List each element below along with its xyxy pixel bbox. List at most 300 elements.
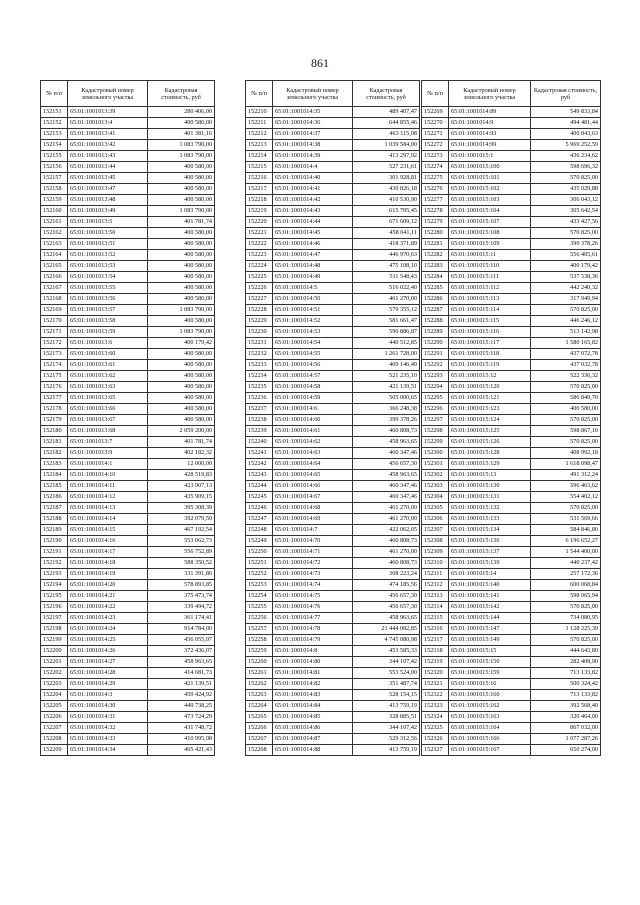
cadastral-cost: 257 172,36 <box>531 569 601 580</box>
row-number: 152307 <box>422 525 449 536</box>
cadastral-cost: 306 043,12 <box>531 195 601 206</box>
cadastral-cost: 461 270,00 <box>353 294 420 305</box>
row-number: 152198 <box>41 624 68 635</box>
row-number: 152243 <box>246 470 273 481</box>
table-row <box>41 745 215 756</box>
cadastral-cost: 6 196 652,27 <box>531 536 601 547</box>
row-number: 152244 <box>246 481 273 492</box>
row-number: 152203 <box>41 679 68 690</box>
table-row <box>422 217 601 228</box>
cadastral-cost: 400 580,00 <box>148 173 215 184</box>
table-row <box>246 415 420 426</box>
row-number: 152155 <box>41 151 68 162</box>
row-number: 152223 <box>246 250 273 261</box>
cadastral-number: 65:01:1001015:141 <box>449 591 531 602</box>
table-row <box>41 459 215 470</box>
cadastral-cost: 459 424,92 <box>148 690 215 701</box>
cadastral-number: 65:01:1001015:133 <box>449 514 531 525</box>
cadastral-cost: 586 849,70 <box>531 393 601 404</box>
row-number: 152311 <box>422 569 449 580</box>
cadastral-number: 65:01:1001013:53 <box>68 261 148 272</box>
cadastral-number: 65:01:1001015:159 <box>449 668 531 679</box>
cadastral-cost: 446 246,12 <box>531 316 601 327</box>
row-number: 152309 <box>422 547 449 558</box>
cadastral-cost: 392 568,40 <box>531 701 601 712</box>
table-row <box>41 338 215 349</box>
cadastral-cost: 400 843,63 <box>531 129 601 140</box>
table-row <box>246 173 420 184</box>
table-row <box>422 580 601 591</box>
cadastral-number: 65:01:1001014:16 <box>68 536 148 547</box>
cadastral-cost: 413 759,19 <box>353 745 420 756</box>
cadastral-cost: 584 846,80 <box>531 525 601 536</box>
cadastral-cost: 456 657,30 <box>353 602 420 613</box>
table-row <box>422 745 601 756</box>
cadastral-cost: 361 174,41 <box>148 613 215 624</box>
table-row <box>246 525 420 536</box>
row-number: 152238 <box>246 415 273 426</box>
cadastral-cost: 460 347,46 <box>353 481 420 492</box>
cadastral-cost: 1 580 165,82 <box>531 338 601 349</box>
cadastral-number: 65:01:1001014:40 <box>273 173 353 184</box>
cadastral-number: 65:01:1001015:123 <box>449 404 531 415</box>
table-row <box>422 360 601 371</box>
row-number: 152229 <box>246 316 273 327</box>
cadastral-cost: 867 032,00 <box>531 723 601 734</box>
cadastral-number: 65:01:1001015:163 <box>449 712 531 723</box>
row-number: 152268 <box>246 745 273 756</box>
cadastral-number: 65:01:1001014:73 <box>273 569 353 580</box>
table-row <box>41 591 215 602</box>
table-row <box>246 261 420 272</box>
row-number: 152254 <box>246 591 273 602</box>
row-number: 152248 <box>246 525 273 536</box>
cadastral-number: 65:01:1001015:129 <box>449 459 531 470</box>
cadastral-number: 65:01:1001015:109 <box>449 239 531 250</box>
cadastral-number: 65:01:1001014:28 <box>68 668 148 679</box>
row-number: 152230 <box>246 327 273 338</box>
cadastral-number: 65:01:1001014:34 <box>68 745 148 756</box>
cadastral-number: 65:01:1001015:15 <box>449 646 531 657</box>
row-number: 152205 <box>41 701 68 712</box>
cadastral-number: 65:01:1001014:37 <box>273 129 353 140</box>
cadastral-number: 65:01:1001014:44 <box>273 217 353 228</box>
row-number: 152269 <box>422 107 449 118</box>
cadastral-cost: 400 580,00 <box>148 118 215 129</box>
cadastral-cost: 400 580,00 <box>148 228 215 239</box>
header-cadastral-number: Кадастровый номер земельного участка <box>273 81 353 107</box>
row-number: 152202 <box>41 668 68 679</box>
cadastral-number: 65:01:1001015:103 <box>449 195 531 206</box>
cadastral-cost: 399 378,26 <box>531 239 601 250</box>
cadastral-cost: 402 182,32 <box>148 448 215 459</box>
cadastral-cost: 413 297,92 <box>353 151 420 162</box>
row-number: 152294 <box>422 382 449 393</box>
row-number: 152299 <box>422 437 449 448</box>
cadastral-number: 65:01:1001014:65 <box>273 470 353 481</box>
cadastral-number: 65:01:1001014:67 <box>273 492 353 503</box>
cadastral-number: 65:01:1001014:61 <box>273 426 353 437</box>
cadastral-cost: 522 336,32 <box>531 371 601 382</box>
row-number: 152184 <box>41 470 68 481</box>
table-row <box>422 195 601 206</box>
row-number: 152286 <box>422 294 449 305</box>
cadastral-number: 65:01:1001013:54 <box>68 272 148 283</box>
cadastral-cost: 431 748,72 <box>148 723 215 734</box>
cadastral-number: 65:01:1001014:22 <box>68 602 148 613</box>
row-number: 152178 <box>41 404 68 415</box>
table-row <box>246 723 420 734</box>
cadastral-number: 65:01:1001014:29 <box>68 679 148 690</box>
table-row <box>41 217 215 228</box>
row-number: 152252 <box>246 569 273 580</box>
table-row <box>422 118 601 129</box>
cadastral-number: 65:01:1001014:7 <box>273 525 353 536</box>
cadastral-cost: 461 270,00 <box>353 514 420 525</box>
row-number: 152272 <box>422 140 449 151</box>
cadastral-number: 65:01:1001014:13 <box>68 503 148 514</box>
table-row <box>41 316 215 327</box>
cadastral-number: 65:01:1001014:12 <box>68 492 148 503</box>
cadastral-cost: 581 661,47 <box>353 316 420 327</box>
table-row <box>422 338 601 349</box>
table-row <box>246 228 420 239</box>
cadastral-cost: 465 421,43 <box>148 745 215 756</box>
cadastral-number: 65:01:1001015:144 <box>449 613 531 624</box>
row-number: 152292 <box>422 360 449 371</box>
cadastral-cost: 400 580,00 <box>148 316 215 327</box>
row-number: 152185 <box>41 481 68 492</box>
cadastral-number: 65:01:1001015:1 <box>449 151 531 162</box>
cadastral-table-2 <box>245 80 420 756</box>
table-row <box>246 558 420 569</box>
cadastral-number: 65:01:1001013:4 <box>68 118 148 129</box>
row-number: 152206 <box>41 712 68 723</box>
row-number: 152271 <box>422 129 449 140</box>
cadastral-cost: 527 231,61 <box>353 162 420 173</box>
cadastral-cost: 344 107,42 <box>353 723 420 734</box>
page-number: 861 <box>311 56 329 70</box>
row-number: 152253 <box>246 580 273 591</box>
cadastral-number: 65:01:1001013:49 <box>68 206 148 217</box>
cadastral-number: 65:01:1001015:142 <box>449 602 531 613</box>
row-number: 152192 <box>41 558 68 569</box>
table-row <box>246 547 420 558</box>
cadastral-number: 65:01:1001015:119 <box>449 360 531 371</box>
table-row <box>246 305 420 316</box>
row-number: 152240 <box>246 437 273 448</box>
table-row <box>41 393 215 404</box>
cadastral-cost: 280 406,00 <box>148 107 215 118</box>
cadastral-number: 65:01:1001015:130 <box>449 481 531 492</box>
row-number: 152196 <box>41 602 68 613</box>
cadastral-cost: 456 055,07 <box>148 635 215 646</box>
table-row <box>246 690 420 701</box>
table-row <box>41 261 215 272</box>
table-row <box>41 734 215 745</box>
table-row <box>41 624 215 635</box>
table-row <box>246 437 420 448</box>
cadastral-cost: 400 580,00 <box>148 404 215 415</box>
cadastral-number: 65:01:1001014:41 <box>273 184 353 195</box>
row-number: 152305 <box>422 503 449 514</box>
row-number: 152326 <box>422 734 449 745</box>
cadastral-cost: 400 580,00 <box>148 184 215 195</box>
table-row <box>41 580 215 591</box>
row-number: 152207 <box>41 723 68 734</box>
cadastral-cost: 553 524,00 <box>353 668 420 679</box>
table-row <box>246 492 420 503</box>
row-number: 152204 <box>41 690 68 701</box>
row-number: 152290 <box>422 338 449 349</box>
row-number: 152201 <box>41 657 68 668</box>
table-row <box>41 283 215 294</box>
cadastral-cost: 400 179,42 <box>148 338 215 349</box>
cadastral-cost: 456 657,30 <box>353 459 420 470</box>
cadastral-cost: 400 179,42 <box>531 261 601 272</box>
row-number: 152287 <box>422 305 449 316</box>
row-number: 152273 <box>422 151 449 162</box>
cadastral-number: 65:01:1001014:69 <box>273 514 353 525</box>
row-number: 152199 <box>41 635 68 646</box>
cadastral-number: 65:01:1001015:132 <box>449 503 531 514</box>
cadastral-number: 65:01:1001015:13 <box>449 470 531 481</box>
table-row <box>246 349 420 360</box>
cadastral-number: 65:01:1001015:117 <box>449 338 531 349</box>
row-number: 152231 <box>246 338 273 349</box>
table-row <box>246 184 420 195</box>
row-number: 152280 <box>422 228 449 239</box>
cadastral-cost: 1 261 728,00 <box>353 349 420 360</box>
cadastral-number: 65:01:1001014:39 <box>273 151 353 162</box>
cadastral-cost: 516 022,40 <box>353 283 420 294</box>
row-number: 152237 <box>246 404 273 415</box>
cadastral-cost: 1 618 098,47 <box>531 459 601 470</box>
row-number: 152265 <box>246 712 273 723</box>
table-row <box>41 613 215 624</box>
cadastral-number: 65:01:1001014:99 <box>449 140 531 151</box>
row-number: 152218 <box>246 195 273 206</box>
cadastral-cost: 410 530,90 <box>353 195 420 206</box>
table-row <box>246 503 420 514</box>
cadastral-number: 65:01:1001014:54 <box>273 338 353 349</box>
table-row <box>422 613 601 624</box>
cadastral-cost: 375 473,74 <box>148 591 215 602</box>
table-row <box>422 140 601 151</box>
cadastral-cost: 392 079,50 <box>148 514 215 525</box>
cadastral-cost: 435 909,15 <box>148 492 215 503</box>
row-number: 152168 <box>41 294 68 305</box>
table-row <box>422 514 601 525</box>
cadastral-number: 65:01:1001014:10 <box>68 470 148 481</box>
cadastral-cost: 570 825,00 <box>531 305 601 316</box>
cadastral-cost: 713 133,82 <box>531 690 601 701</box>
cadastral-cost: 401 781,74 <box>148 437 215 448</box>
cadastral-number: 65:01:1001014:11 <box>68 481 148 492</box>
cadastral-cost: 400 580,00 <box>148 382 215 393</box>
cadastral-number: 65:01:1001015:107 <box>449 217 531 228</box>
table-row <box>422 470 601 481</box>
cadastral-number: 65:01:1001014:26 <box>68 646 148 657</box>
row-number: 152152 <box>41 118 68 129</box>
table-row <box>246 250 420 261</box>
table-row <box>41 140 215 151</box>
table-row <box>41 382 215 393</box>
cadastral-number: 65:01:1001014:83 <box>273 690 353 701</box>
table-row <box>41 349 215 360</box>
cadastral-cost: 554 402,12 <box>531 492 601 503</box>
cadastral-number: 65:01:1001015:124 <box>449 415 531 426</box>
cadastral-number: 65:01:1001014:85 <box>273 712 353 723</box>
cadastral-cost: 529 312,56 <box>353 734 420 745</box>
row-number: 152177 <box>41 393 68 404</box>
row-number: 152258 <box>246 635 273 646</box>
cadastral-number: 65:01:1001014:79 <box>273 635 353 646</box>
row-number: 152182 <box>41 448 68 459</box>
cadastral-number: 65:01:1001015:118 <box>449 349 531 360</box>
cadastral-cost: 400 580,00 <box>148 360 215 371</box>
row-number: 152281 <box>422 239 449 250</box>
cadastral-cost: 400 580,00 <box>148 349 215 360</box>
cadastral-number: 65:01:1001013:68 <box>68 426 148 437</box>
row-number: 152172 <box>41 338 68 349</box>
cadastral-cost: 914 784,00 <box>148 624 215 635</box>
table-row <box>422 646 601 657</box>
row-number: 152194 <box>41 580 68 591</box>
table-row <box>422 734 601 745</box>
row-number: 152208 <box>41 734 68 745</box>
cadastral-cost: 513 142,98 <box>531 327 601 338</box>
cadastral-cost: 590 886,87 <box>353 327 420 338</box>
row-number: 152221 <box>246 228 273 239</box>
cadastral-number: 65:01:1001015:149 <box>449 635 531 646</box>
cadastral-cost: 598 065,94 <box>531 591 601 602</box>
cadastral-cost: 1 083 790,00 <box>148 206 215 217</box>
cadastral-cost: 282 408,90 <box>531 657 601 668</box>
row-number: 152262 <box>246 679 273 690</box>
table-row <box>41 305 215 316</box>
cadastral-cost: 549 833,84 <box>531 107 601 118</box>
table-row <box>41 250 215 261</box>
cadastral-number: 65:01:1001014:72 <box>273 558 353 569</box>
cadastral-cost: 713 133,82 <box>531 668 601 679</box>
cadastral-cost: 4 745 080,98 <box>353 635 420 646</box>
cadastral-number: 65:01:1001015:128 <box>449 448 531 459</box>
table-row <box>422 525 601 536</box>
cadastral-number: 65:01:1001014:36 <box>273 118 353 129</box>
table-row <box>246 646 420 657</box>
cadastral-number: 65:01:1001013:62 <box>68 371 148 382</box>
row-number: 152241 <box>246 448 273 459</box>
row-number: 152291 <box>422 349 449 360</box>
cadastral-number: 65:01:1001015:11 <box>449 250 531 261</box>
table-row <box>246 448 420 459</box>
row-number: 152263 <box>246 690 273 701</box>
row-number: 152310 <box>422 558 449 569</box>
cadastral-number: 65:01:1001014:48 <box>273 261 353 272</box>
cadastral-number: 65:01:1001015:134 <box>449 525 531 536</box>
cadastral-number: 65:01:1001013:48 <box>68 195 148 206</box>
cadastral-number: 65:01:1001015:115 <box>449 316 531 327</box>
cadastral-cost: 400 580,00 <box>148 261 215 272</box>
cadastral-cost: 308 223,24 <box>353 569 420 580</box>
row-number: 152259 <box>246 646 273 657</box>
table-row <box>41 184 215 195</box>
cadastral-cost: 644 855,46 <box>353 118 420 129</box>
table-row <box>422 393 601 404</box>
table-row <box>41 569 215 580</box>
row-number: 152213 <box>246 140 273 151</box>
cadastral-number: 65:01:1001013:5 <box>68 217 148 228</box>
table-row <box>246 668 420 679</box>
table-row <box>422 459 601 470</box>
row-number: 152261 <box>246 668 273 679</box>
cadastral-cost: 421 139,51 <box>353 382 420 393</box>
table-row <box>41 294 215 305</box>
cadastral-cost: 446 970,63 <box>353 250 420 261</box>
cadastral-cost: 400 580,00 <box>531 404 601 415</box>
cadastral-cost: 400 580,00 <box>148 250 215 261</box>
cadastral-cost: 458 041,11 <box>353 228 420 239</box>
table-row <box>246 294 420 305</box>
row-number: 152151 <box>41 107 68 118</box>
cadastral-number: 65:01:1001013:56 <box>68 294 148 305</box>
table-row <box>41 415 215 426</box>
table-row <box>422 690 601 701</box>
row-number: 152279 <box>422 217 449 228</box>
cadastral-number: 65:01:1001014:27 <box>68 657 148 668</box>
table-row <box>422 679 601 690</box>
row-number: 152160 <box>41 206 68 217</box>
table-row <box>41 558 215 569</box>
cadastral-number: 65:01:1001014:55 <box>273 349 353 360</box>
cadastral-number: 65:01:1001014:87 <box>273 734 353 745</box>
cadastral-cost: 1 128 225,39 <box>531 624 601 635</box>
cadastral-cost: 1 039 584,00 <box>353 140 420 151</box>
row-number: 152215 <box>246 162 273 173</box>
cadastral-cost: 556 405,61 <box>531 250 601 261</box>
cadastral-number: 65:01:1001013:58 <box>68 316 148 327</box>
cadastral-cost: 579 355,12 <box>353 305 420 316</box>
cadastral-cost: 400 580,00 <box>148 195 215 206</box>
row-number: 152211 <box>246 118 273 129</box>
cadastral-number: 65:01:1001013:39 <box>68 107 148 118</box>
table-row <box>422 602 601 613</box>
table-row <box>422 536 601 547</box>
table-row <box>41 668 215 679</box>
cadastral-cost: 570 825,00 <box>531 382 601 393</box>
cadastral-number: 65:01:1001014:50 <box>273 294 353 305</box>
cadastral-cost: 428 519,83 <box>148 470 215 481</box>
table-row <box>422 657 601 668</box>
cadastral-number: 65:01:1001014:21 <box>68 591 148 602</box>
table-row <box>246 118 420 129</box>
cadastral-cost: 436 234,62 <box>531 151 601 162</box>
cadastral-number: 65:01:1001014:45 <box>273 228 353 239</box>
table-row <box>41 118 215 129</box>
cadastral-number: 65:01:1001014:52 <box>273 316 353 327</box>
row-number: 152187 <box>41 503 68 514</box>
cadastral-number: 65:01:1001014:84 <box>273 701 353 712</box>
cadastral-number: 65:01:1001014:17 <box>68 547 148 558</box>
table-row <box>246 327 420 338</box>
table-row <box>422 206 601 217</box>
table-row <box>422 250 601 261</box>
cadastral-cost: 344 107,42 <box>353 657 420 668</box>
table-row <box>422 371 601 382</box>
table-row <box>422 492 601 503</box>
header-cadastral-cost: Кадастровая стоимость, руб <box>148 81 215 107</box>
